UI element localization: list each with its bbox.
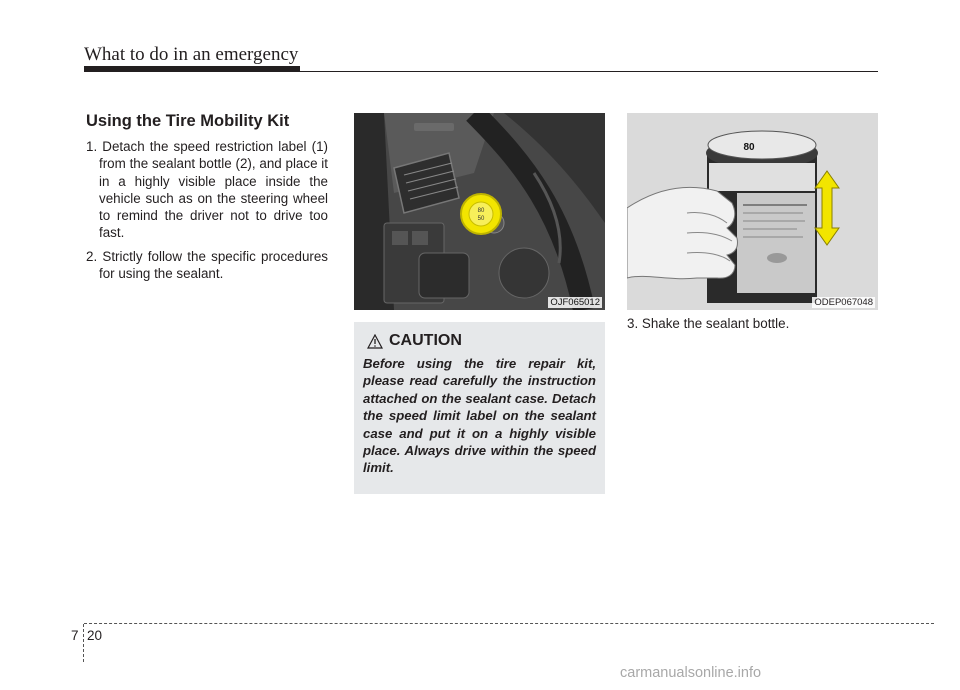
bottle-cap-text: 80 bbox=[743, 142, 755, 153]
section-heading: Using the Tire Mobility Kit bbox=[86, 112, 290, 130]
chapter-number: 7 bbox=[71, 628, 79, 643]
step-1: 1. Detach the speed restriction label (1) from the sealant bottle (2), and place it in a highly visible place inside the vehicle such as on the steering wheel to remind the driver not to drive too fast. bbox=[86, 139, 328, 241]
caution-title: CAUTION bbox=[389, 332, 462, 349]
steps-list bbox=[86, 138, 328, 288]
figure-label-left: OJF065012 bbox=[550, 297, 600, 308]
figure-label-right: ODEP067048 bbox=[814, 297, 873, 308]
step-3: 3. Shake the sealant bottle. bbox=[627, 316, 790, 331]
step-2: 2. Strictly follow the specific procedures for using the sealant. bbox=[86, 248, 328, 282]
header-title: What to do in an emergency bbox=[84, 44, 299, 65]
watermark: carmanualsonline.info bbox=[620, 665, 762, 681]
speed-label-top: 80 bbox=[477, 208, 485, 214]
dashboard-illustration bbox=[354, 113, 605, 310]
header-bar bbox=[84, 66, 300, 72]
page-number: 20 bbox=[87, 628, 103, 643]
dashboard-drawing bbox=[354, 113, 605, 310]
caution-box bbox=[354, 322, 605, 494]
header-rule bbox=[300, 71, 878, 72]
sealant-bottle-illustration bbox=[627, 113, 878, 310]
warning-triangle-icon bbox=[367, 334, 383, 349]
footer-divider bbox=[83, 624, 84, 662]
caution-header bbox=[367, 332, 596, 350]
footer-rule bbox=[84, 623, 934, 624]
sealant-bottle-drawing bbox=[627, 113, 878, 310]
caution-text: Before using the tire repair kit, please read carefully the instruction attached on the sealant case. Detach the speed limit label on the sealant case and put it on a highly visible place. Always drive within the speed limit. bbox=[363, 356, 596, 476]
speed-label-bottom: 50 bbox=[477, 216, 485, 222]
